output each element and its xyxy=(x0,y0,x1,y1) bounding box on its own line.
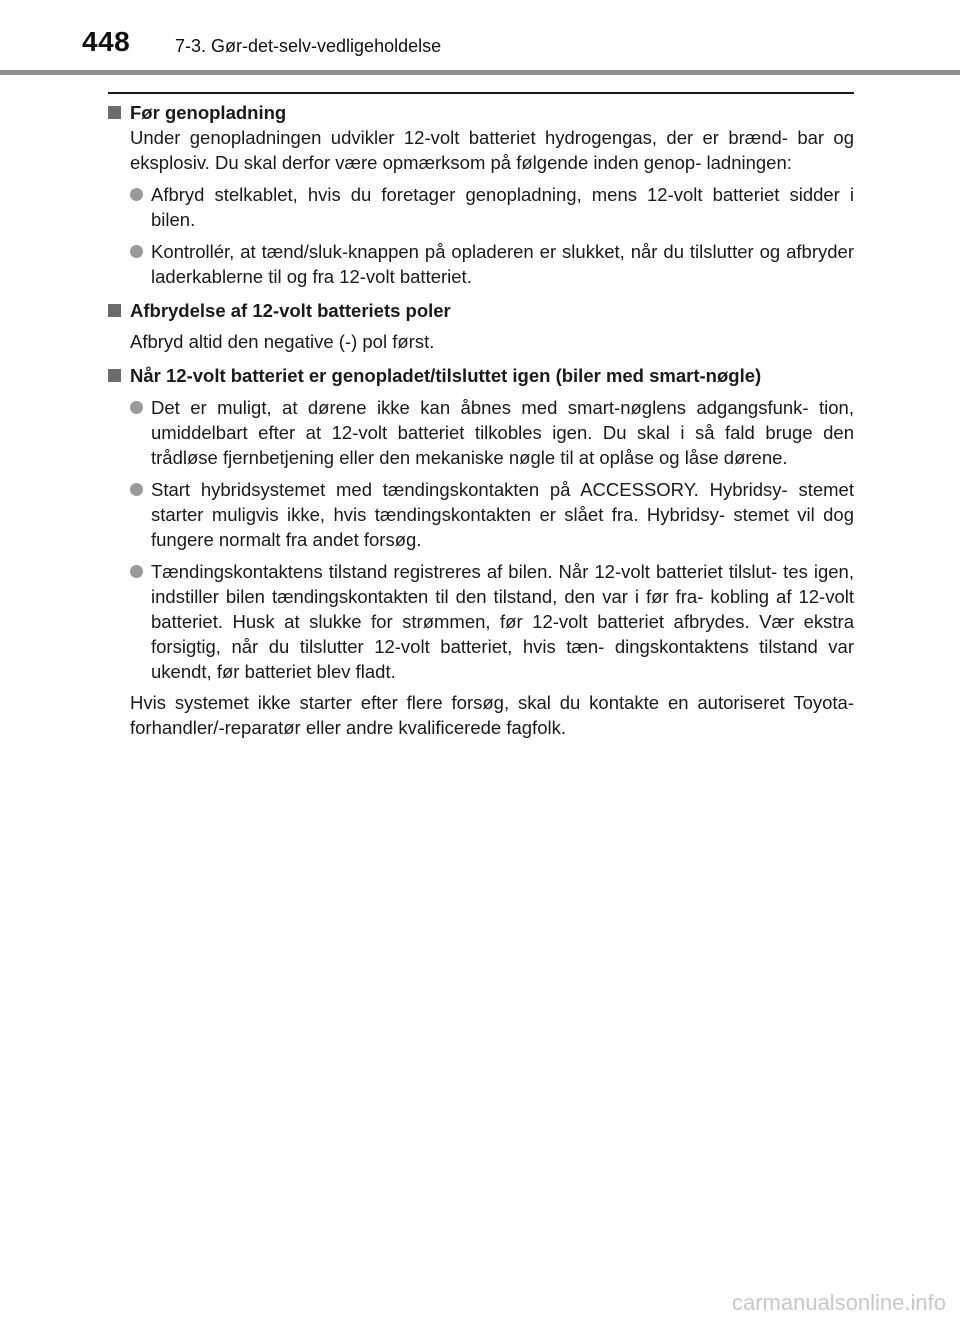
section-heading xyxy=(108,298,854,323)
section-heading xyxy=(108,363,854,388)
bullet-item xyxy=(130,477,854,552)
section-before-charging xyxy=(108,100,854,289)
round-bullet-icon xyxy=(130,188,143,201)
square-bullet-icon xyxy=(108,304,121,317)
square-bullet-icon xyxy=(108,369,121,382)
closing-paragraph: Hvis systemet ikke starter efter flere forsøg, skal du kontakte en autoriseret Toyota-forhandler/-reparatør eller andre kvalificerede fagfolk. xyxy=(130,692,854,738)
bullet-text: Start hybridsystemet med tændingskontakten på ACCESSORY. Hybridsy- stemet starter muligvis ikke, hvis tændingskontakten er slået fra. Hybridsy- stemet vil dog fungere normalt fra andet forsøg. xyxy=(151,479,854,550)
section-title: 7-3. Gør-det-selv-vedligeholdelse xyxy=(175,36,442,56)
bullet-item xyxy=(130,239,854,289)
heading-text: Før genopladning xyxy=(130,102,287,123)
section-heading xyxy=(108,100,854,125)
header-band xyxy=(0,70,960,75)
section-disconnect-terminals xyxy=(108,298,854,354)
section-after-recharge xyxy=(108,363,854,740)
bullet-text: Det er muligt, at dørene ikke kan åbnes med smart-nøglens adgangsfunk- tion, umiddelbart efter at 12-volt batteriet tilkobles igen. Du skal i så fald bruge den trådløse fjernbetjening eller den mekaniske nøgle til at oplåse og låse dørene. xyxy=(151,397,854,468)
round-bullet-icon xyxy=(130,245,143,258)
round-bullet-icon xyxy=(130,565,143,578)
bullet-text: Afbryd stelkablet, hvis du foretager genopladning, mens 12-volt batteriet sidder i bilen. xyxy=(151,184,854,230)
content-top-rule xyxy=(108,92,854,94)
square-bullet-icon xyxy=(108,106,121,119)
bullet-item xyxy=(130,559,854,684)
bullet-text: Kontrollér, at tænd/sluk-knappen på opladeren er slukket, når du tilslutter og afbryder laderkablerne til og fra 12-volt batteriet. xyxy=(151,241,854,287)
page-content xyxy=(108,100,854,749)
round-bullet-icon xyxy=(130,401,143,414)
page-number: 448 xyxy=(82,26,131,57)
bullet-text: Tændingskontaktens tilstand registreres af bilen. Når 12-volt batteriet tilslut- tes igen, indstiller bilen tændingskontakten til den tilstand, den var i før fra- kobling af 12-volt batteriet. Husk at slukke for strømmen, før 12-volt batteriet afbrydes. Vær ekstra forsigtig, når du tilslutter 12-volt batteriet, hvis tæn- dingskontaktens tilstand var ukendt, før batteriet blev fladt. xyxy=(151,561,854,682)
intro-paragraph: Afbryd altid den negative (-) pol først. xyxy=(130,331,435,352)
page-header xyxy=(0,0,960,76)
heading-text: Afbrydelse af 12-volt batteriets poler xyxy=(130,300,451,321)
round-bullet-icon xyxy=(130,483,143,496)
heading-text: Når 12-volt batteriet er genopladet/tilsluttet igen (biler med smart-nøgle) xyxy=(130,365,762,386)
intro-paragraph: Under genopladningen udvikler 12-volt batteriet hydrogengas, der er brænd- bar og eksplosiv. Du skal derfor være opmærksom på følgende inden genop- ladningen: xyxy=(130,127,854,173)
watermark: carmanualsonline.info xyxy=(731,1290,946,1315)
bullet-item xyxy=(130,395,854,470)
bullet-item xyxy=(130,182,854,232)
